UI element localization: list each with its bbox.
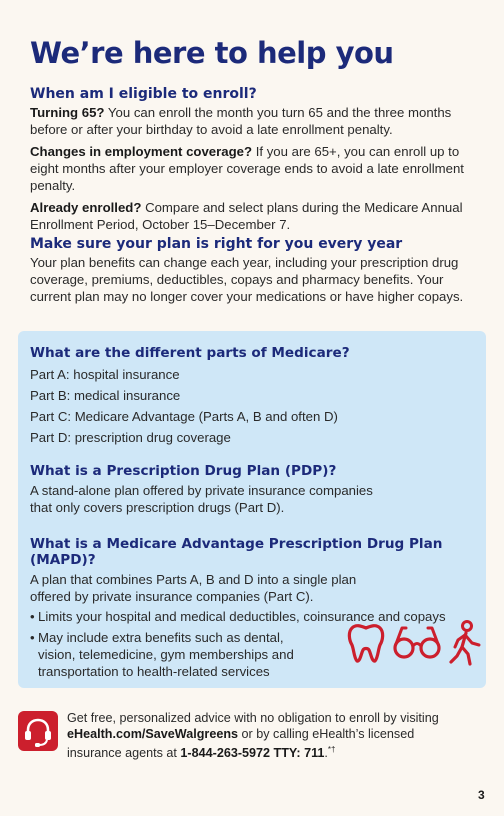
turning-65-paragraph bbox=[30, 104, 480, 138]
already-enrolled-paragraph bbox=[30, 199, 480, 233]
walking-person-icon bbox=[448, 620, 484, 666]
mapd-text: A plan that combines Parts A, B and D into a single plan offered by private insurance companies (Part C). bbox=[30, 572, 357, 604]
yearly-text: Your plan benefits can change each year, including your prescription drug coverage, premiums, deductibles, copays and pharmacy benefits. Your current plan may no longer cover your medications or have higher copays. bbox=[30, 255, 464, 304]
parts-section bbox=[30, 345, 480, 448]
benefit-extras-item: • May include extra benefits such as dental, vision, telemedicine, gym memberships and transportation to health-related services bbox=[30, 629, 320, 680]
part-a-line: Part A: hospital insurance bbox=[30, 367, 180, 382]
turning-65-lead: Turning 65? bbox=[30, 105, 105, 120]
tooth-icon bbox=[344, 620, 388, 664]
part-b-line: Part B: medical insurance bbox=[30, 388, 181, 403]
already-enrolled-text: Compare and select plans during the Medicare Annual Enrollment Period, October 15–December 7. bbox=[30, 200, 463, 232]
employment-paragraph bbox=[30, 143, 480, 194]
help-text bbox=[67, 710, 467, 761]
pdp-section bbox=[30, 463, 480, 516]
turning-65-text: You can enroll the month you turn 65 and the three months before or after your birthday to avoid a late enrollment penalty. bbox=[30, 105, 452, 137]
page-number: 3 bbox=[478, 788, 485, 802]
ehealth-link[interactable]: eHealth.com/SaveWalgreens bbox=[67, 727, 239, 741]
footnote-mark: *† bbox=[327, 745, 336, 754]
phone-number[interactable]: 1-844-263-5972 TTY: 711 bbox=[180, 746, 325, 761]
yearly-heading: Make sure your plan is right for you every year bbox=[30, 236, 403, 252]
part-c-line: Part C: Medicare Advantage (Parts A, B and often D) bbox=[30, 409, 338, 424]
part-d-line: Part D: prescription drug coverage bbox=[30, 430, 231, 445]
employment-text: If you are 65+, you can enroll up to eight months after your employer coverage ends to avoid a late enrollment penalty. bbox=[30, 144, 464, 193]
help-contact-block bbox=[18, 710, 486, 760]
pdp-text: A stand-alone plan offered by private insurance companies that only covers prescription drugs (Part D). bbox=[30, 483, 373, 515]
enroll-section bbox=[30, 86, 480, 238]
benefit-limits-item: • Limits your hospital and medical deductibles, coinsurance and copays bbox=[30, 608, 480, 625]
medicare-info-panel bbox=[18, 331, 486, 688]
employment-lead: Changes in employment coverage? bbox=[30, 144, 253, 159]
enroll-heading: When am I eligible to enroll? bbox=[30, 86, 257, 102]
mapd-heading: What is a Medicare Advantage Prescription Drug Plan (MAPD)? bbox=[30, 536, 443, 568]
benefit-icons bbox=[344, 620, 484, 670]
headset-icon bbox=[18, 711, 58, 751]
pdp-heading: What is a Prescription Drug Plan (PDP)? bbox=[30, 463, 337, 479]
help-text-end: . bbox=[324, 746, 328, 761]
already-enrolled-lead: Already enrolled? bbox=[30, 200, 142, 215]
yearly-section bbox=[30, 236, 480, 305]
help-text-intro: Get free, personalized advice with no obligation to enroll by visiting bbox=[67, 711, 439, 725]
parts-heading: What are the different parts of Medicare? bbox=[30, 345, 350, 361]
page-title: We’re here to help you bbox=[30, 36, 394, 70]
eyeglasses-icon bbox=[392, 622, 442, 662]
help-text-middle: or by calling eHealth’s licensed insurance agents at bbox=[67, 727, 415, 761]
